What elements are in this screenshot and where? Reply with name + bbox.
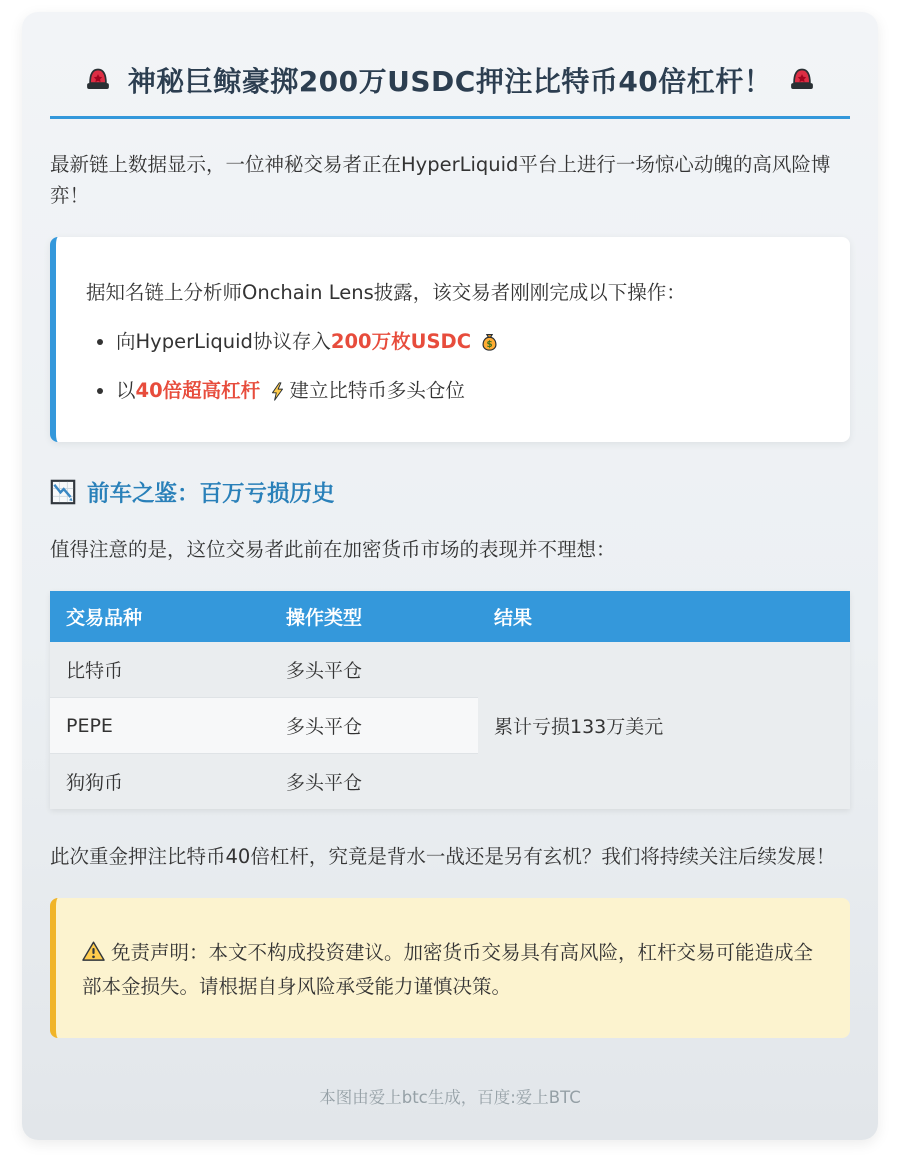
leverage-amount: 40倍超高杠杆 (135, 378, 261, 402)
lightning-icon (268, 382, 287, 401)
siren-icon (84, 66, 112, 94)
list-item-leverage (116, 376, 820, 406)
page-title (50, 60, 850, 100)
footer-credit: 本图由爱上btc生成，百度:爱上BTC (319, 1088, 581, 1108)
cell-asset: 狗狗币 (50, 754, 270, 810)
leverage-text-post: 建立比特币多头仓位 (289, 378, 465, 402)
siren-icon (788, 66, 816, 94)
operations-list (86, 327, 820, 405)
table-note-paragraph: 值得注意的是，这位交易者此前在加密货币市场的表现并不理想： (50, 537, 616, 561)
closing-paragraph: 此次重金押注比特币40倍杠杆，究竟是背水一战还是另有玄机？我们将持续关注后续发展！ (50, 845, 836, 868)
column-header-action: 操作类型 (270, 591, 478, 642)
list-item-deposit (116, 327, 820, 357)
svg-text:$: $ (486, 339, 493, 350)
column-header-asset: 交易品种 (50, 591, 270, 642)
table-header-row (50, 591, 850, 642)
title-divider (50, 116, 850, 119)
page-title-text: 神秘巨鲸豪掷200万USDC押注比特币40倍杠杆！ (127, 65, 773, 98)
callout-lead: 据知名链上分析师Onchain Lens披露，该交易者刚刚完成以下操作： (86, 281, 686, 305)
money-bag-icon (479, 332, 500, 353)
cell-asset: PEPE (50, 698, 270, 754)
leverage-text-pre: 以 (116, 378, 136, 402)
cell-result-merged: 累计亏损133万美元 (478, 642, 850, 809)
table-row (50, 642, 850, 698)
disclaimer-box (50, 898, 850, 1038)
cell-action: 多头平仓 (270, 698, 478, 754)
disclaimer-text-wrap (82, 936, 824, 1004)
warning-icon (82, 940, 105, 963)
cell-asset: 比特币 (50, 642, 270, 698)
section-heading (50, 476, 850, 508)
chart-decreasing-icon (50, 479, 76, 505)
column-header-result: 结果 (478, 591, 850, 642)
operations-callout (50, 237, 850, 441)
article-card (22, 12, 878, 1140)
deposit-amount: 200万枚USDC (330, 330, 472, 354)
cell-action: 多头平仓 (270, 642, 478, 698)
disclaimer-text: 免责声明：本文不构成投资建议。加密货币交易具有高风险，杠杆交易可能造成全部本金损失。请根据自身风险承受能力谨慎决策。 (82, 941, 814, 999)
section-heading-text: 前车之鉴：百万亏损历史 (87, 480, 335, 507)
cell-action: 多头平仓 (270, 754, 478, 810)
loss-history-table (50, 591, 850, 809)
intro-paragraph: 最新链上数据显示，一位神秘交易者正在HyperLiquid平台上进行一场惊心动魄的高风险博弈！ (50, 153, 831, 208)
deposit-text-pre: 向HyperLiquid协议存入 (116, 330, 331, 354)
